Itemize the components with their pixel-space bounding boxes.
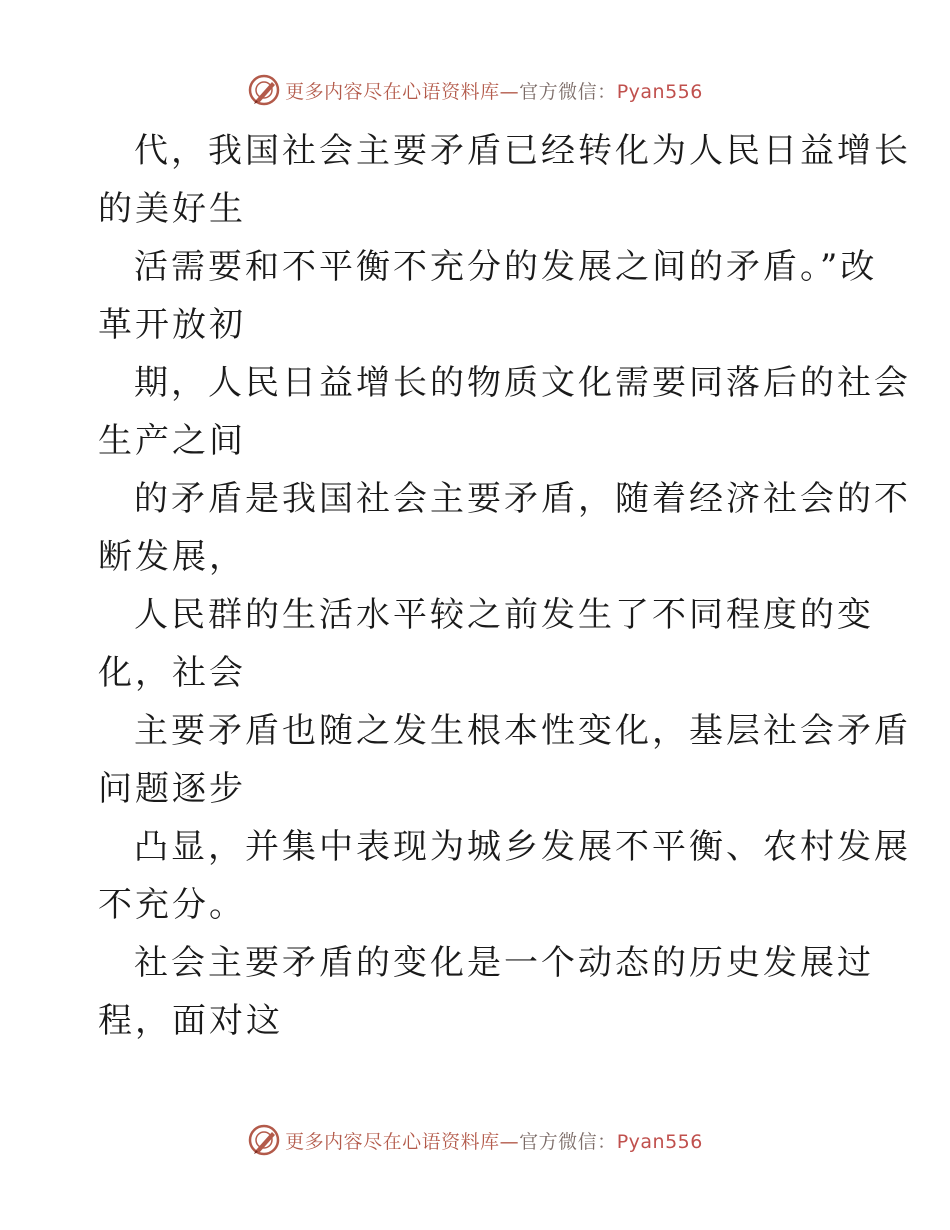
header-brand-text: 更多内容尽在心语资料库 — [285, 80, 500, 103]
text-line: 化，社会 — [98, 653, 246, 693]
header-banner — [0, 70, 950, 110]
footer-text — [285, 1127, 703, 1154]
text-line: 不充分。 — [98, 885, 246, 925]
text-line: 问题逐步 — [98, 769, 246, 809]
text-line: 人民群的生活水平较之前发生了不同程度的变 — [134, 595, 874, 635]
text-line: 生产之间 — [98, 421, 246, 461]
header-wechat-id: Pyan556 — [616, 80, 703, 103]
text-line: 程，面对这 — [98, 1001, 283, 1041]
text-line: 主要矛盾也随之发生根本性变化，基层社会矛盾 — [134, 711, 911, 751]
header-separator: — — [499, 80, 520, 103]
text-line: 期，人民日益增长的物质文化需要同落后的社会 — [134, 363, 911, 403]
footer-wechat-id: Pyan556 — [616, 1130, 703, 1153]
header-contact-label: 官方微信： — [519, 80, 617, 103]
text-line: 革开放初 — [98, 305, 246, 345]
document-body — [98, 122, 911, 1050]
header-text — [285, 77, 703, 104]
footer-banner — [0, 1120, 950, 1160]
text-line: 社会主要矛盾的变化是一个动态的历史发展过 — [134, 943, 874, 983]
footer-separator: — — [499, 1130, 520, 1153]
text-line: 代，我国社会主要矛盾已经转化为人民日益增长 — [134, 131, 911, 171]
footer-brand-text: 更多内容尽在心语资料库 — [285, 1130, 500, 1153]
text-line: 的矛盾是我国社会主要矛盾，随着经济社会的不 — [134, 479, 911, 519]
pen-circle-icon — [247, 1123, 281, 1157]
text-line: 断发展， — [98, 537, 246, 577]
pen-circle-icon — [247, 73, 281, 107]
text-line: 凸显，并集中表现为城乡发展不平衡、农村发展 — [134, 827, 911, 867]
footer-contact-label: 官方微信： — [519, 1130, 617, 1153]
text-line: 的美好生 — [98, 189, 246, 229]
text-line: 活需要和不平衡不充分的发展之间的矛盾。”改 — [134, 247, 878, 287]
